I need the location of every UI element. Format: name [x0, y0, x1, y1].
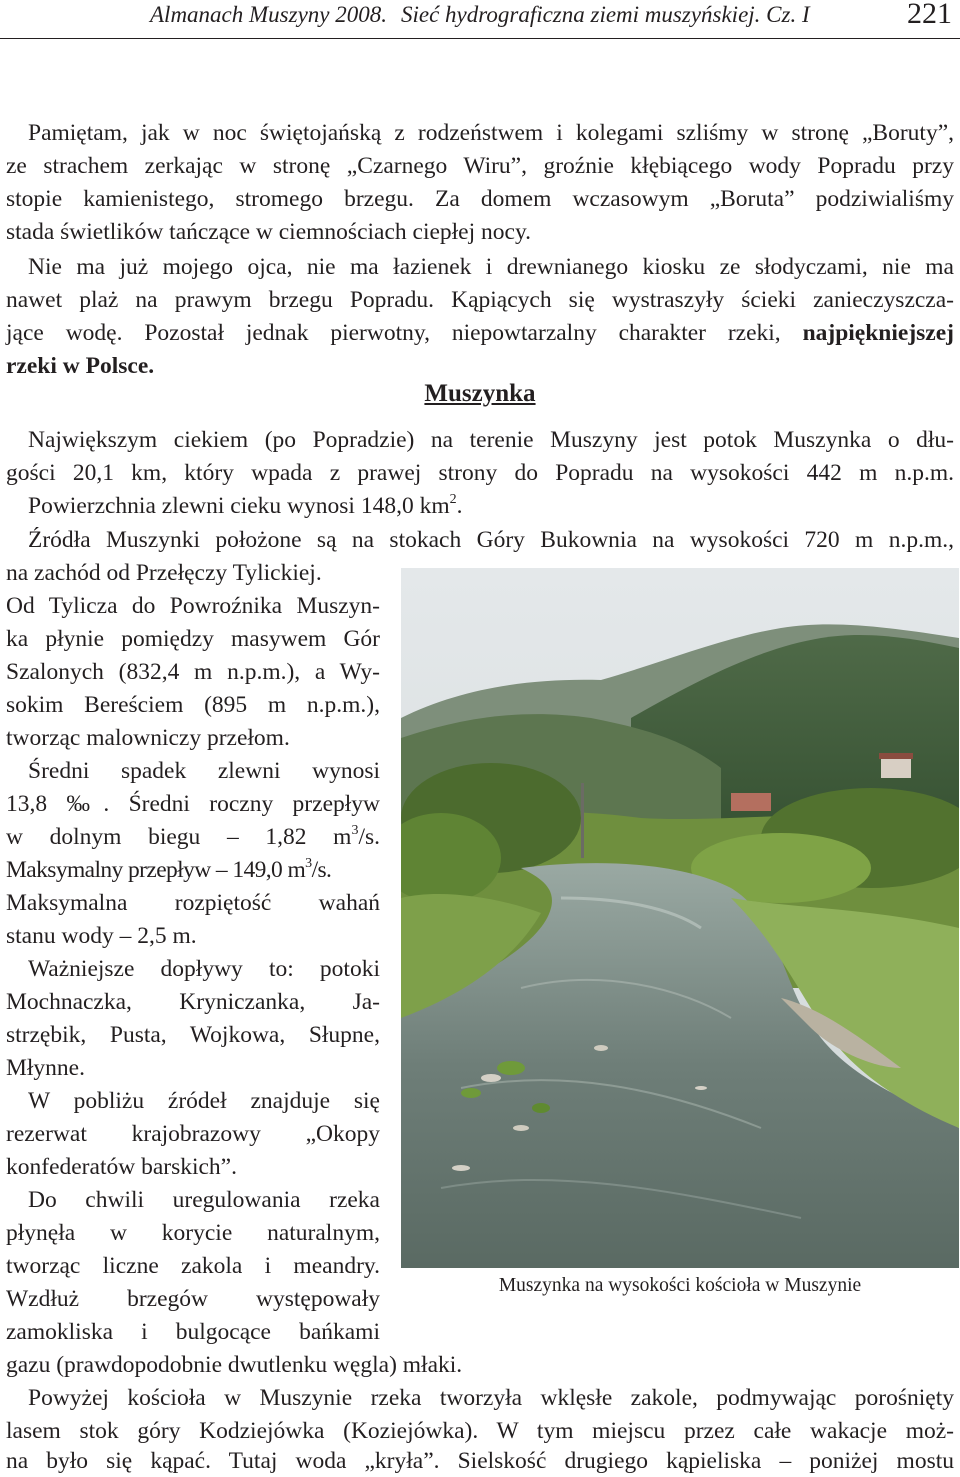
body-line [6, 317, 954, 349]
column-line [6, 854, 380, 886]
superscript: 3 [305, 856, 312, 871]
column-line: płynęła w korycie naturalnym, [6, 1220, 380, 1246]
body-line: Źródła Muszynki położone są na stokach Góry Bukownia na wysokości 720 m n.p.m., [28, 527, 954, 553]
body-text: Powierzchnia zlewni cieku wynosi 148,0 km [28, 493, 450, 519]
body-line: gazu (prawdopodobnie dwutlenku węgla) młaki. [6, 1352, 463, 1378]
body-line: Pamiętam, jak w noc świętojańską z rodzeństwem i kolegami szliśmy w stronę „Boruty”, [28, 120, 954, 146]
column-line: Mochnaczka, Kryniczanka, Ja- [6, 989, 380, 1015]
column-line: Do chwili uregulowania rzeka [28, 1187, 380, 1213]
body-line: nawet plaż na prawym brzegu Popradu. Kąpiących się wystraszyły ścieki zanieczyszcza- [6, 287, 954, 313]
body-line [6, 490, 954, 522]
body-line: Nie ma już mojego ojca, nie ma łazienek i drewnianego kiosku ze słodyczami, nie ma [28, 254, 954, 280]
section-heading: Muszynka [424, 380, 536, 407]
body-line: stada świetlików tańczące w ciemnościach ciepłej nocy. [6, 219, 532, 245]
photo-caption: Muszynka na wysokości kościoła w Muszynie [498, 1275, 862, 1296]
column-line: tworząc liczne zakola i meandry. [6, 1253, 380, 1279]
body-text: jące wodę. Pozostał jednak pierwotny, niepowtarzalny charakter rzeki, [6, 320, 781, 346]
body-line: ze strachem zerkając w stronę „Czarnego Wiru”, groźnie kłębiącego wody Popradu przy [6, 153, 954, 179]
article-title: Sieć hydrograficzna ziemi muszyńskiej. Cz. I [401, 2, 810, 27]
column-line: sokim Bereściem (895 m n.p.m.), [6, 692, 380, 718]
column-line [6, 821, 380, 853]
column-line: strzębik, Pusta, Wojkowa, Słupne, [6, 1022, 380, 1048]
body-line: Powyżej kościoła w Muszynie rzeka tworzyła wklęsłe zakole, podmywając porośnięty [28, 1385, 954, 1411]
page-number: 221 [907, 0, 952, 30]
column-line: Średni spadek zlewni wynosi [28, 758, 380, 784]
column-line: zamokliska i bulgocące bańkami [6, 1319, 380, 1345]
column-line: W pobliżu źródeł znajduje się [28, 1088, 380, 1114]
body-line: na było się kąpać. Tutaj woda „kryła”. Sielskość drugiego kąpieliska – poniżej mostu [6, 1448, 954, 1474]
body-line: gości 20,1 km, który wpada z prawej strony do Popradu na wysokości 442 m n.p.m. [6, 460, 954, 486]
body-line: lasem stok góry Kodziejówka (Koziejówka). W tym miejscu przez całe wakacje moż- [6, 1418, 954, 1444]
body-line: stopie kamienistego, stromego brzegu. Za domem wczasowym „Boruta” podziwialiśmy [6, 186, 954, 212]
river-photo [401, 568, 959, 1268]
body-text: /s. [358, 824, 380, 850]
running-header [0, 0, 960, 44]
emphasis-text: najpiękniejszej [802, 320, 954, 346]
column-line: Od Tylicza do Powroźnika Muszyn- [6, 593, 380, 619]
column-line: ka płynie pomiędzy masywem Gór [6, 626, 380, 652]
emphasis-text: rzeki w Polsce. [6, 353, 155, 379]
column-line: stanu wody – 2,5 m. [6, 923, 197, 949]
column-line: Szalonych (832,4 m n.p.m.), a Wy- [6, 659, 380, 685]
superscript: 2 [449, 492, 457, 507]
superscript: 3 [351, 823, 359, 838]
column-line: Wzdłuż brzegów występowały [6, 1286, 380, 1312]
body-line: na zachód od Przełęczy Tylickiej. [6, 560, 322, 586]
running-title [150, 2, 810, 28]
column-line: rezerwat krajobrazowy „Okopy [6, 1121, 380, 1147]
column-line: Maksymalna rozpiętość wahań [6, 890, 380, 916]
body-text: Maksymalny przepływ – 149,0 m [6, 857, 306, 883]
header-rule [0, 38, 960, 39]
column-line: tworząc malowniczy przełom. [6, 725, 290, 751]
body-text: w dolnym biegu – 1,82 m [6, 824, 352, 850]
journal-title: Almanach Muszyny 2008. [150, 2, 387, 27]
body-line [6, 350, 954, 382]
column-line: konfederatów barskich”. [6, 1154, 237, 1180]
column-line: Młynne. [6, 1055, 85, 1081]
body-text: . [456, 493, 463, 519]
body-text: /s. [311, 857, 332, 883]
body-line: Największym ciekiem (po Popradzie) na terenie Muszyny jest potok Muszynka o dłu- [28, 427, 954, 453]
column-line: 13,8 ‰. Średni roczny przepływ [6, 791, 380, 817]
column-line: Ważniejsze dopływy to: potoki [28, 956, 380, 982]
